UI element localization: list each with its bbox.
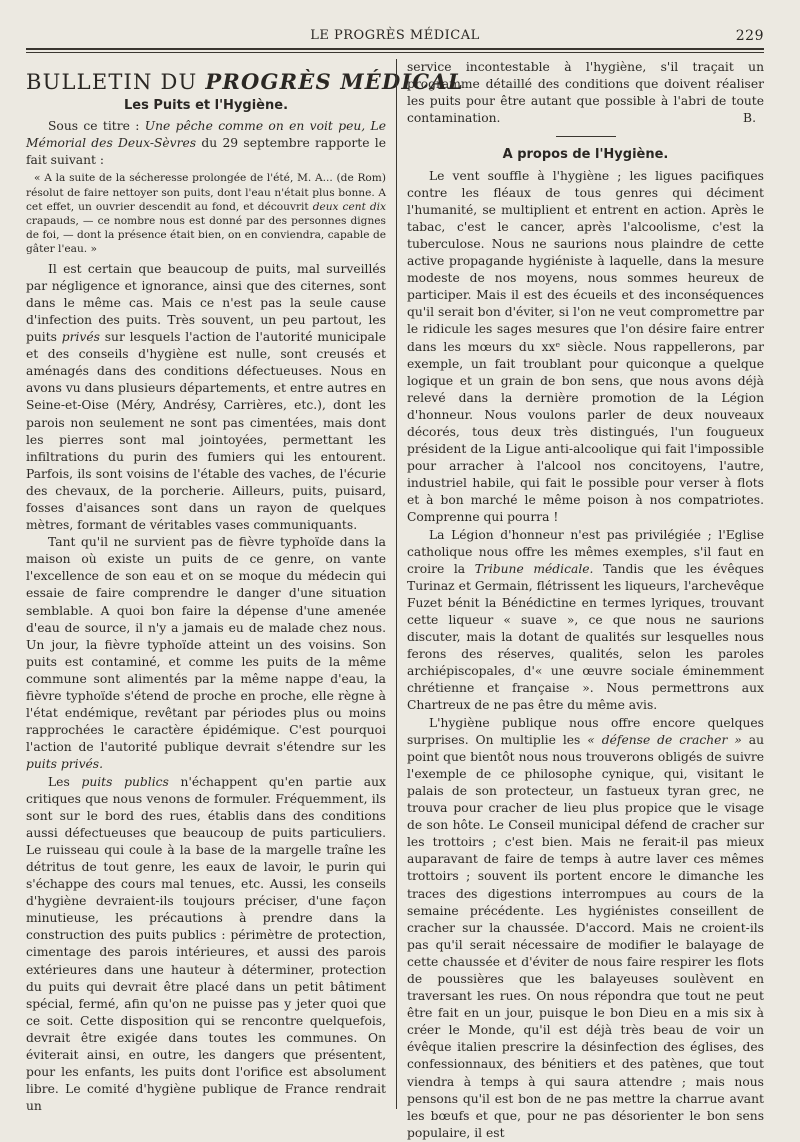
running-title: LE PROGRÈS MÉDICAL <box>310 28 480 43</box>
quote-text: « A la suite de la sécheresse prolongée de l'été, M. A... (de Rom) résolut de faire nettoyer son puits, dont l'eau n'était plus bonne. A cet effet, un ouvrier descendit au fond, et découvrit <box>26 172 386 213</box>
two-column-body <box>26 59 764 1140</box>
a2p2-text-end: Tandis que les évêques Turinaz et Germain, flétrissent les liqueurs, l'archevêque Fuzet bénit la Bénédictine en termes lyriques, trouvant cette liqueur « suave », ce que nous ne saurions discuter, mais la dotant de qualités sur lesquelles nous ferons des réserves, qualités, selon les paroles archiépiscopales, d'« une œuvre sociale éminemment chrétienne et française ». Nous permettrons aux Chartreux de ne pas être du même avis. <box>407 561 764 713</box>
intro-source: Une pêche comme on en voit peu, Le Mémorial des Deux-Sèvres <box>26 119 386 151</box>
right-column <box>397 59 764 1140</box>
quote-emphasis: deux cent dix <box>312 200 386 213</box>
article1-signature: B. <box>743 111 756 126</box>
p3-emphasis: puits publics <box>81 774 169 789</box>
header-rule <box>26 48 764 53</box>
p1-text: Il est certain que beaucoup de puits, mal surveillés par négligence et ignorance, ainsi que des citernes, sont dans le même cas. Mais ce n'est pas la seule cause d'infection des puits. Très souvent, un peu partout, les puits <box>26 261 386 345</box>
bulletin-title-prefix: BULLETIN DU <box>26 70 206 94</box>
a2p2-source: Tribune médicale. <box>474 561 594 576</box>
p2-text: Tant qu'il ne survient pas de fièvre typhoïde dans la maison où existe un puits de ce genre, on vante l'excellence de son eau et on se moque du médecin qui essaie de faire comprendre le danger d'une situation semblable. A quoi bon faire la dépense d'une amenée d'eau de source, il n'y a jamais eu de malade chez nous. Un jour, la fièvre typhoïde atteint un des voisins. Son puits est contaminé, et comme les puits de la même commune sont alimentés par la même nappe d'eau, la fièvre typhoïde s'étend de proche en proche, elle règne à l'état endémique, revêtant par périodes plus ou moins rapprochées le caractère épidémique. C'est pourquoi l'action de l'autorité publique devrait s'étendre sur les <box>26 535 386 755</box>
a2p2-text: La Légion d'honneur n'est pas privilégiée ; l'Eglise catholique nous offre les mêmes exemples, s'il faut en croire la <box>407 527 764 576</box>
a2p3-text-end: au point que bientôt nous nous trouverons obligés de suivre l'exemple de ce philosophe cynique, qui, visitant le palais de son protecteur, un fastueux tyran grec, ne trouva pour cracher de lieu plus propice que le visage de son hôte. Le Conseil municipal défend de cracher sur les trottoirs ; c'est bien. Mais ne ferait-il pas mieux auparavant de faire de temps à autre laver ces mêmes trottoirs ; souvent ils portent encore le dimanche les traces des digestions interrompues au cours de la semaine précédente. Les hygiénistes conseillent de cracher sur la chaussée. D'accord. Mais ne croient-ils pas qu'il serait nécessaire de modifier le balayage de cette chaussée et d'éviter de nous faire respirer les flots de poussières que les balayeuses soulèvent en traversant les rues. On nous répondra que tout ne peut être fait en un jour, puisque le bon Dieu en a mis six à créer le Monde, qu'il est déjà très beau de voir un évêque italien prescrire la désinfection des églises, des confessionnaux, des bénitiers et des patènes, que tout viendra à temps à qui saura attendre ; mais nous pensons qu'il est bon de ne pas mettre la charrue avant les bœufs et que, pour ne pas désorienter le bon sens populaire, il est <box>407 732 764 1140</box>
quote-paragraph <box>26 171 386 256</box>
p1-text-end: sur lesquels l'action de l'autorité municipale et des conseils d'hygiène est nulle, sont creusés et aménagés dans des conditions défectueuses. Nous en avons vu dans plusieurs départements, et entre autres en Seine-et-Oise (Méry, Andrésy, Carrières, etc.), dont les parois non seulement ne sont pas cimentées, mais dont les pierres sont mal jointoyées, permettant les infiltrations du purin des fumiers qui les entourent. Parfois, ils sont voisins de l'étable des vaches, de l'écurie des chevaux, de la porcherie. Ailleurs, puits, puisard, fosses d'aisances sont dans un rayon de quelques mètres, formant de véritables vases communiquants. <box>26 330 386 533</box>
bulletin-title-journal: PROGRÈS MÉDICAL <box>205 69 464 94</box>
running-header <box>26 28 764 46</box>
p2-emphasis: puits privés. <box>26 757 104 772</box>
a2p3-text: L'hygiène publique nous offre encore quelques surprises. On multiplie les <box>407 715 764 747</box>
left-column <box>26 59 464 1114</box>
intro-text-end: du 29 septembre rapporte le fait suivant : <box>26 136 386 168</box>
p1-emphasis: privés <box>61 330 100 345</box>
article1-paragraph-3 <box>26 774 386 1116</box>
intro-text: Sous ce titre : <box>48 119 145 134</box>
article-title-hygiene: A propos de l'Hygiène. <box>502 147 669 163</box>
page-number: 229 <box>735 28 764 44</box>
article-title-puits: Les Puits et l'Hygiène. <box>123 98 289 114</box>
section-separator <box>556 136 616 137</box>
article2-paragraph-3 <box>407 715 764 1142</box>
p3-text: Les <box>48 774 82 789</box>
p3-text-end: n'échappent qu'en partie aux critiques que nous venons de formuler. Fréquemment, ils sont sur le bord des rues, établis dans des conditions aussi défectueuses que beaucoup de puits particuliers. Le ruisseau qui coule à la base de la margelle traîne les détritus de tout genre, les eaux de lavoir, le purin qui s'échappe des cours mal tenues, etc. Aussi, les conseils d'hygiène devraient-ils toujours préciser, d'une façon minutieuse, les précautions à prendre dans la construction des puits publics : périmètre de protection, cimentage des parois intérieures, et aussi des parois extérieures dans une hauteur à déterminer, protection du puits qui devrait être placé dans un petit bâtiment spécial, fermé, afin qu'on ne puisse pas y jeter quoi que ce soit. Cette disposition qui se rencontre quelquefois, devrait être exigée dans toutes les communes. On éviterait ainsi, en outre, les dangers que présentent, pour les enfants, les puits dont l'orifice est absolument libre. Le comité d'hygiène publique de France rendrait un <box>26 774 386 1114</box>
bulletin-title <box>26 69 464 94</box>
a2p3-emphasis: « défense de cracher » <box>587 732 742 747</box>
article1-intro <box>26 118 386 169</box>
article1-paragraph-1 <box>26 261 386 535</box>
article2-paragraph-1: Le vent souffle à l'hygiène ; les ligues pacifiques contre les fléaux de tous genres qui déciment l'humanité, se multiplient et entrent en action. Après le tabac, c'est le cancer, après l'alcoolisme, c'est la tuberculose. Nous ne saurions nous plaindre de cette active propagande hygiéniste à laquelle, dans la mesure modeste de nos moyens, nous sommes heureux de participer. Mais il est des écueils et des inconséquences qu'il serait bon d'éviter, si l'on ne veut compromettre par le ridicule les sages mesures que l'on désire faire entrer dans les mœurs du xxᵉ siècle. Nous rappellerons, par exemple, un fait troublant pour quiconque a quelque logique et un grain de bon sens, que nous avons déjà relevé dans la dernière promotion de la Légion d'honneur. Nous voulons parler de deux nouveaux décorés, tous deux très distingués, l'un fougueux président de la Ligue anti-alcoolique qui fait l'impossible pour arracher à l'alcool nos concitoyens, l'autre, industriel habile, qui fait le possible pour verser à flots et à bon marché le même poison à nos compatriotes. Comprenne qui pourra ! <box>407 168 764 525</box>
quoted-excerpt <box>26 171 386 256</box>
article2-paragraph-2 <box>407 527 764 715</box>
article1-paragraph-2 <box>26 534 386 773</box>
article1-continuation: service incontestable à l'hygiène, s'il traçait un programme détaillé des conditions que doivent réaliser les puits pour être autant que possible à l'abri de toute contamination. <box>407 60 764 126</box>
quote-text-end: crapauds, — ce nombre nous est donné par des personnes dignes de foi, — dont la présence était bien, on en conviendra, capable de gâter l'eau. » <box>26 215 386 256</box>
